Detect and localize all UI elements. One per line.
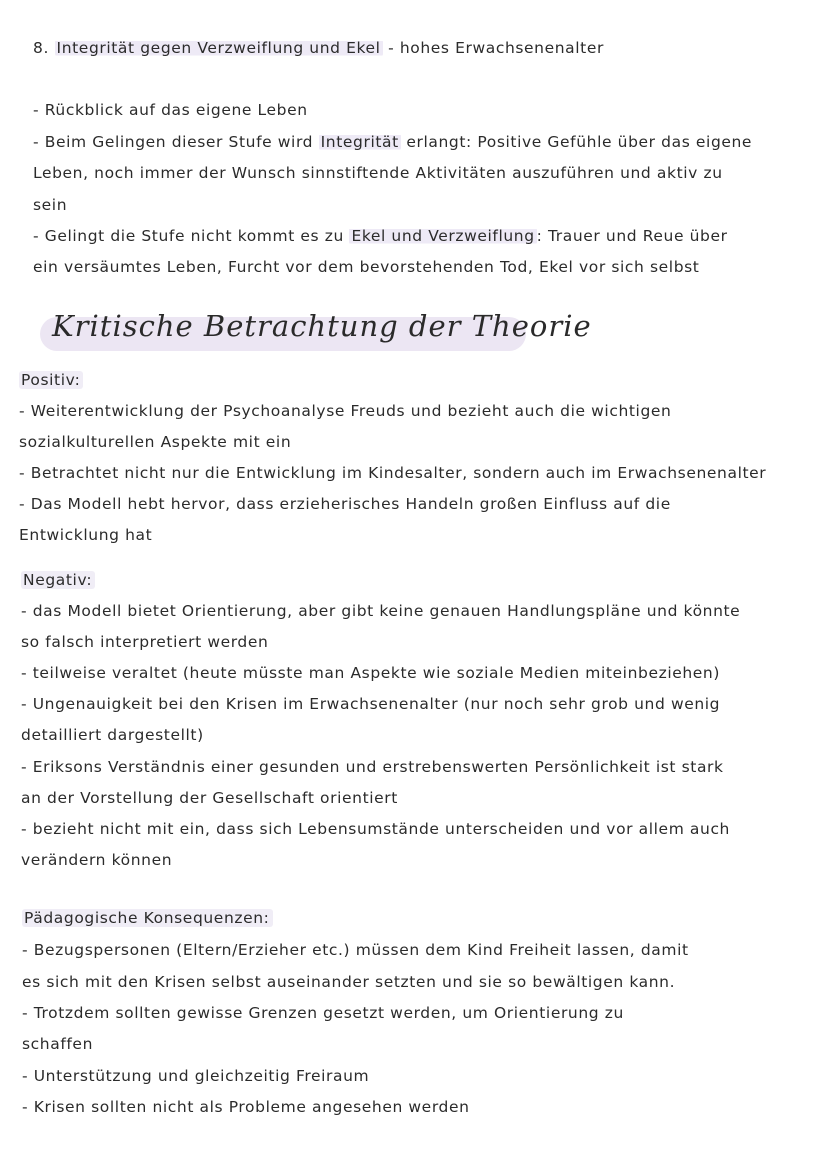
negativ-line: - bezieht nicht mit ein, dass sich Lebensumstände unterscheiden und vor allem auch — [21, 820, 730, 838]
stage-title: Integrität gegen Verzweiflung und Ekel — [56, 39, 381, 57]
negativ-line: so falsch interpretiert werden — [21, 633, 269, 651]
negativ-line: - das Modell bietet Orientierung, aber gibt keine genauen Handlungspläne und könnte — [21, 602, 741, 620]
negativ-line: detailliert dargestellt) — [21, 726, 204, 744]
stage-number: 8. — [33, 39, 49, 57]
negativ-line: - Ungenauigkeit bei den Krisen im Erwachsenenalter (nur noch sehr grob und wenig — [21, 695, 721, 713]
paed-line: schaffen — [22, 1035, 93, 1053]
paed-line: - Bezugspersonen (Eltern/Erzieher etc.) müssen dem Kind Freiheit lassen, damit — [22, 941, 689, 959]
stage-bullet-1: - Rückblick auf das eigene Leben — [33, 101, 308, 119]
negativ-label — [21, 570, 95, 590]
stage-bullet-3-line-2: ein versäumtes Leben, Furcht vor dem bevorstehenden Tod, Ekel vor sich selbst — [33, 258, 700, 276]
stage-bullet-2-post: erlangt: Positive Gefühle über das eigene — [400, 133, 753, 151]
positiv-label-text: Positiv: — [19, 371, 83, 389]
negativ-line: - teilweise veraltet (heute müsste man Aspekte wie soziale Medien miteinbeziehen) — [21, 664, 721, 682]
stage-bullet-2-pre: - Beim Gelingen dieser Stufe wird — [33, 133, 319, 151]
negativ-line: verändern können — [21, 851, 173, 869]
paed-line: - Krisen sollten nicht als Probleme angesehen werden — [22, 1098, 470, 1116]
negativ-line: an der Vorstellung der Gesellschaft orientiert — [21, 789, 398, 807]
section-heading — [40, 305, 592, 357]
positiv-line: sozialkulturellen Aspekte mit ein — [19, 433, 292, 451]
stage-bullet-3 — [33, 226, 728, 246]
paed-line: - Unterstützung und gleichzeitig Freiraum — [22, 1067, 370, 1085]
stage-bullet-3-post: : Trauer und Reue über — [536, 227, 728, 245]
positiv-label — [19, 370, 83, 390]
stage-bullet-2-highlight: Integrität — [320, 133, 399, 151]
positiv-line: - Weiterentwicklung der Psychoanalyse Freuds und bezieht auch die wichtigen — [19, 402, 672, 420]
positiv-line: - Betrachtet nicht nur die Entwicklung im Kindesalter, sondern auch im Erwachsenenalter — [19, 464, 767, 482]
paed-label — [22, 908, 273, 928]
stage-bullet-3-highlight: Ekel und Verzweiflung — [351, 227, 535, 245]
negativ-label-text: Negativ: — [21, 571, 95, 589]
positiv-line: Entwicklung hat — [19, 526, 153, 544]
stage-bullet-2 — [33, 132, 752, 152]
paed-line: - Trotzdem sollten gewisse Grenzen gesetzt werden, um Orientierung zu — [22, 1004, 624, 1022]
stage-bullet-2-line-3: sein — [33, 196, 68, 214]
section-heading-text: Kritische Betrachtung der Theorie — [52, 309, 592, 343]
positiv-line: - Das Modell hebt hervor, dass erzieherisches Handeln großen Einfluss auf die — [19, 495, 671, 513]
paed-label-text: Pädagogische Konsequenzen: — [22, 909, 273, 927]
stage-bullet-2-line-2: Leben, noch immer der Wunsch sinnstiftende Aktivitäten auszuführen und aktiv zu — [33, 164, 723, 182]
negativ-line: - Eriksons Verständnis einer gesunden und erstrebenswerten Persönlichkeit ist stark — [21, 758, 724, 776]
paed-line: es sich mit den Krisen selbst auseinander setzten und sie so bewältigen kann. — [22, 973, 676, 991]
stage-bullet-3-pre: - Gelingt die Stufe nicht kommt es zu — [33, 227, 350, 245]
stage-suffix: - hohes Erwachsenenalter — [388, 39, 604, 57]
stage-heading — [33, 38, 604, 58]
